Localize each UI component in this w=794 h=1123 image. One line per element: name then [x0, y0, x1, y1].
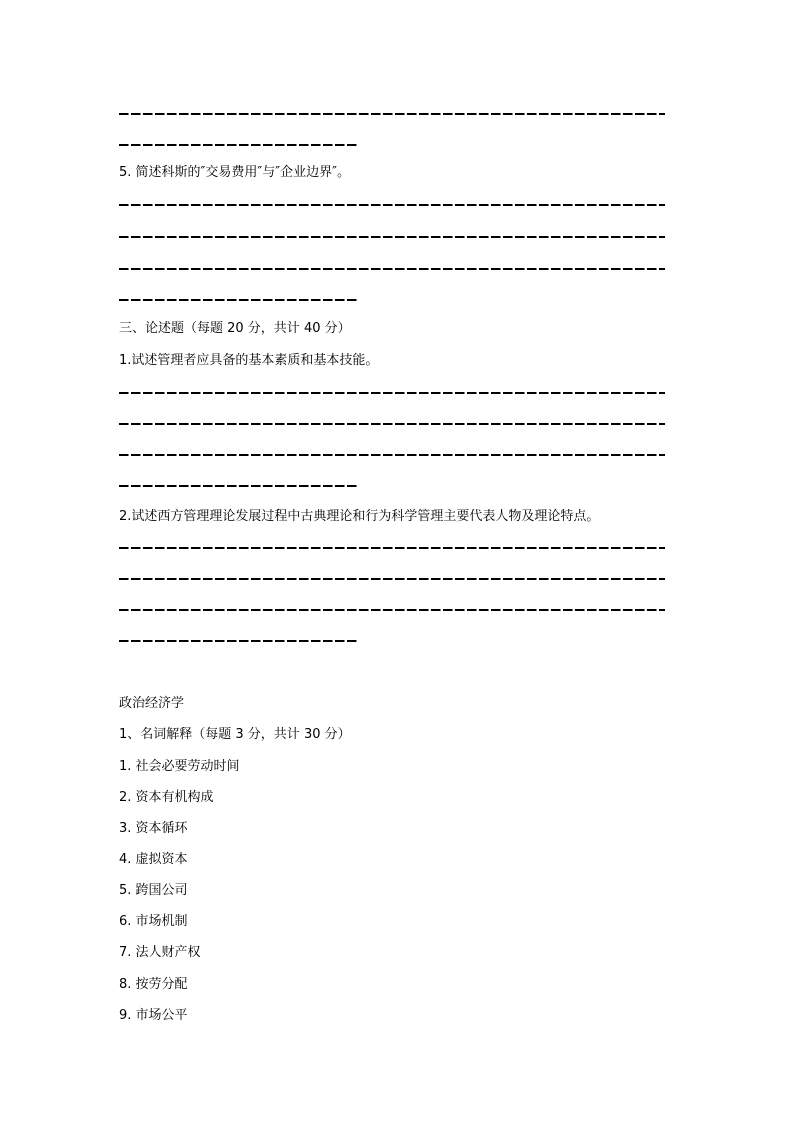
answer-line: [119, 634, 357, 648]
term-item: 3. 资本循环: [119, 821, 188, 836]
term-item: 5. 跨国公司: [119, 883, 188, 898]
answer-line: [119, 230, 665, 244]
term-item: 1. 社会必要劳动时间: [119, 759, 240, 774]
answer-line: [119, 572, 665, 586]
answer-line: [119, 448, 665, 462]
answer-line: [119, 479, 357, 493]
answer-line: [119, 107, 665, 121]
question-5: 5. 简述科斯的″交易费用″与″企业边界″。: [119, 165, 350, 180]
section-3-heading: 三、论述题（每题 20 分，共计 40 分）: [119, 321, 351, 336]
answer-line: [119, 293, 357, 307]
answer-line: [119, 198, 665, 212]
term-item: 2. 资本有机构成: [119, 790, 214, 805]
term-item: 7. 法人财产权: [119, 945, 201, 960]
essay-question-2: 2.试述西方管理理论发展过程中古典理论和行为科学管理主要代表人物及理论特点。: [119, 509, 600, 524]
term-item: 4. 虚拟资本: [119, 852, 188, 867]
answer-line: [119, 138, 357, 152]
answer-line: [119, 603, 665, 617]
answer-line: [119, 262, 665, 276]
term-item: 8. 按劳分配: [119, 977, 188, 992]
term-item: 6. 市场机制: [119, 914, 188, 929]
political-economy-title: 政治经济学: [119, 696, 185, 711]
answer-line: [119, 386, 665, 400]
political-section-1-heading: 1、名词解释（每题 3 分，共计 30 分）: [119, 727, 351, 742]
term-item: 9. 市场公平: [119, 1008, 188, 1023]
answer-line: [119, 417, 665, 431]
essay-question-1: 1.试述管理者应具备的基本素质和基本技能。: [119, 353, 379, 368]
answer-line: [119, 541, 665, 555]
